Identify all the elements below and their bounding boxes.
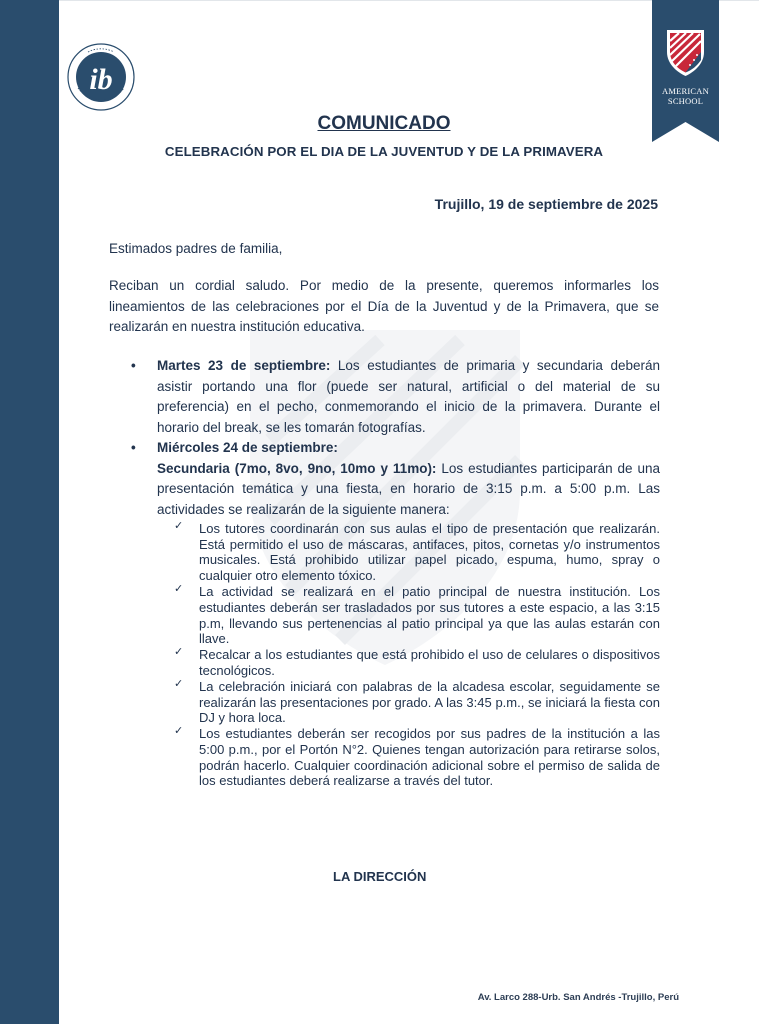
intro-paragraph: Reciban un cordial saludo. Por medio de la presente, queremos informarles los lineamientos de las celebraciones por el Día de la Juventud y de la Primavera, que se realizarán en nuestra institución educativa.: [109, 278, 659, 334]
bullet-heading: Miércoles 24 de septiembre:: [157, 440, 338, 455]
checkmark-icon: ✓: [174, 677, 184, 690]
check-text: Los estudiantes deberán ser recogidos por sus padres de la institución a las 5:00 p.m., por el Portón N°2. Quienes tengan autorización para retirarse solos, podrán hacerlo. Cualquier coordinación adicional sobre el permiso de salida de los estudiantes deberá realizarse a través del tutor.: [199, 726, 660, 789]
check-text: La actividad se realizará en el patio principal de nuestra institución. Los estudiantes deberán ser trasladados por sus tutores a este espacio, a las 3:15 p.m, llevando sus pertenencias al patio principal ya que las aulas estarán con llave.: [199, 584, 660, 647]
check-text: Los tutores coordinarán con sus aulas el tipo de presentación que realizarán. Está permitido el uso de máscaras, antifaces, pitos, cornetas y/o instrumentos musicales. Está prohibido utilizar papel picado, espuma, humo, spray o cualquier otro elemento tóxico.: [199, 521, 660, 584]
bullet-text: Los estudiantes de primaria y secundaria deberán asistir portando una flor (puede ser natural, artificial o del material de su preferencia) en el pecho, conmemorando el inicio de la primavera. Durante el horario del break, se les tomarán fotografías.: [157, 358, 660, 435]
bullet-subheading: Secundaria (7mo, 8vo, 9no, 10mo y 11mo):: [157, 460, 437, 476]
svg-text:ib: ib: [89, 63, 113, 96]
bullet-heading: Martes 23 de septiembre:: [157, 358, 331, 373]
checkmark-icon: ✓: [174, 520, 184, 532]
page-title: COMUNICADO: [317, 113, 451, 134]
footer-address: Av. Larco 288-Urb. San Andrés -Trujillo, Perú: [477, 992, 679, 1003]
bullet-item: [130, 438, 660, 520]
check-item: [174, 647, 660, 678]
checkmark-icon: ✓: [174, 646, 184, 659]
check-text: Recalcar a los estudiantes que está prohibido el uso de celulares o dispositivos tecnológicos.: [199, 647, 660, 678]
bullet-item: [130, 356, 660, 438]
check-text: La celebración iniciará con palabras de la alcadesa escolar, seguidamente se realizarán las presentaciones por grado. A las 3:45 p.m., se iniciará la fiesta con DJ y hora loca.: [199, 678, 660, 726]
page-subtitle: CELEBRACIÓN POR EL DIA DE LA JUVENTUD Y DE LA PRIMAVERA: [164, 144, 604, 159]
bullet-list: [130, 356, 660, 789]
bullet-text: Los estudiantes participarán de una presentación temática y una fiesta, en horario de 3:15 p.m. a 5:00 p.m. Las actividades se realizarán de la siguiente manera:: [157, 460, 660, 517]
ribbon-label-line1: AMERICAN: [662, 86, 709, 96]
letter-date: Trujillo, 19 de septiembre de 2025: [434, 196, 658, 212]
checkmark-icon: ✓: [174, 725, 184, 738]
ib-world-school-logo: [66, 42, 136, 112]
greeting: Estimados padres de familia,: [109, 241, 283, 256]
ib-logo-icon: [66, 42, 136, 112]
check-item: [174, 521, 660, 584]
check-item: [174, 584, 660, 647]
checkmark-icon: ✓: [174, 583, 184, 596]
american-school-label: [652, 86, 719, 106]
bullet-icon: •: [131, 358, 136, 373]
bullet-icon: •: [131, 440, 136, 455]
check-item: [174, 726, 660, 789]
check-list: [130, 521, 660, 789]
ribbon-label-line2: SCHOOL: [667, 96, 704, 106]
signature-text: LA DIRECCIÓN: [333, 869, 427, 884]
check-item: [174, 679, 660, 726]
